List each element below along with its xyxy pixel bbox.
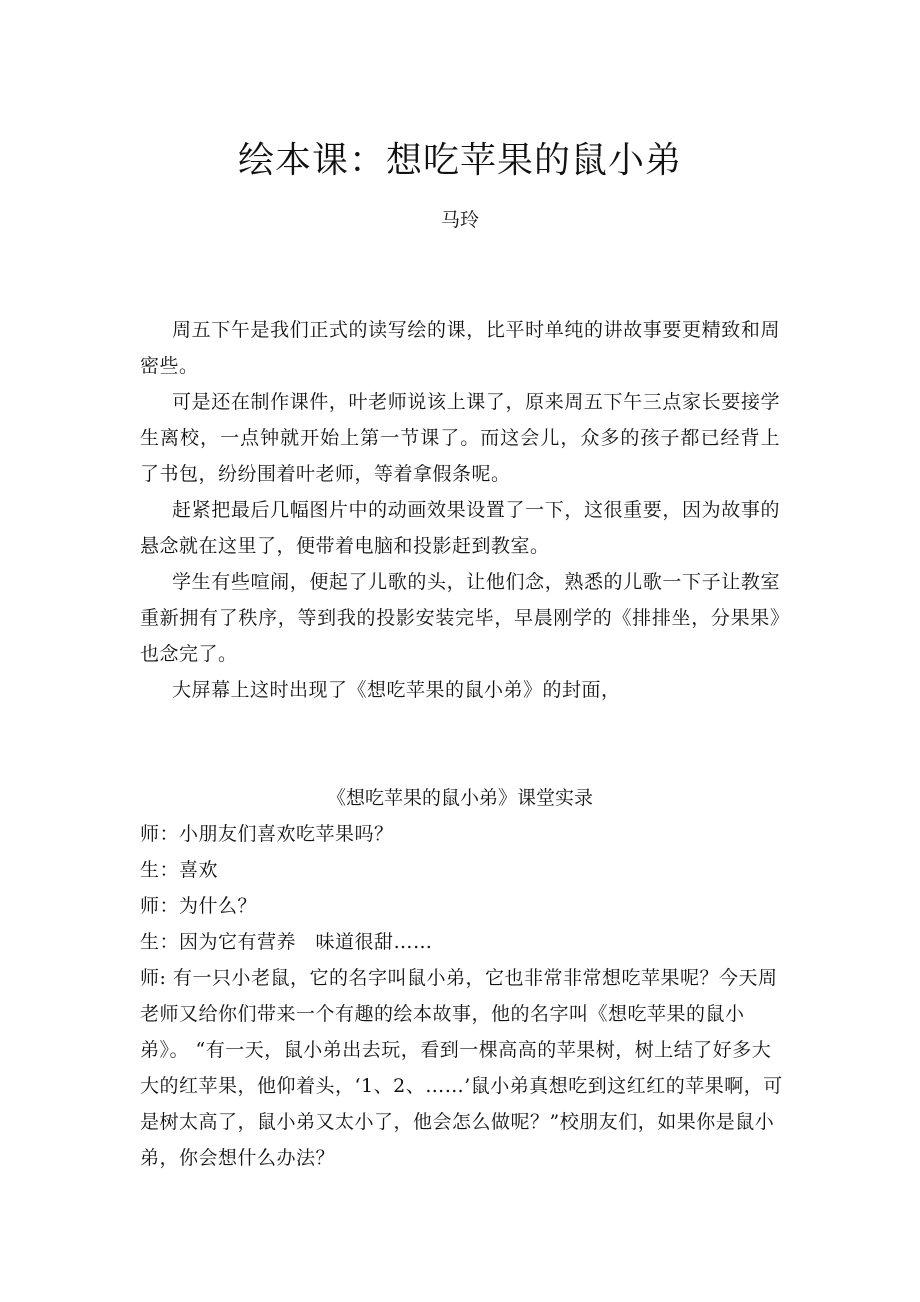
paragraph: 学生有些喧闹，便起了儿歌的头，让他们念，熟悉的儿歌一下子让教室重新拥有了秩序，等到我的投影安装完毕，早晨刚学的《排排坐，分果果》也念完了。 — [140, 571, 780, 665]
author-name: 马玲 — [440, 209, 479, 231]
paragraph: 赶紧把最后几幅图片中的动画效果设置了一下，这很重要，因为故事的悬念就在这里了，便带着电脑和投影赶到教室。 — [140, 499, 780, 557]
dialogue-line: 师：为什么？ — [140, 895, 258, 917]
dialogue-line: 师: 有一只小老鼠，它的名字叫鼠小弟，它也非常非常想吃苹果呢？今天周老师又给你们带来一个有趣的绘本故事，他的名字叫《想吃苹果的鼠小弟》。 “有一天，鼠小弟出去玩，看到一棵高高的苹果树，树上结了好多大大的红苹果，他仰着头，‘1、2、……’鼠小弟真想吃到这红红的苹果啊，可是树太高了，鼠小弟又太小了，他会怎么做呢？”校朋友们，如果你是鼠小弟，你会想什么办法？ — [140, 967, 783, 1169]
dialogue-line: 师：小朋友们喜欢吃苹果吗？ — [140, 823, 394, 845]
dialogue-line: 生：喜欢 — [140, 859, 219, 881]
paragraph: 大屏幕上这时出现了《想吃苹果的鼠小弟》的封面， — [172, 679, 621, 701]
dialogue-line: 生：因为它有营养 味道很甜…… — [140, 931, 433, 953]
transcript-title: 《想吃苹果的鼠小弟》课堂实录 — [326, 787, 593, 809]
paragraph: 周五下午是我们正式的读写绘的课，比平时单纯的讲故事要更精致和周密些。 — [140, 319, 780, 377]
page-title: 绘本课：想吃苹果的鼠小弟 — [237, 140, 682, 181]
paragraph: 可是还在制作课件，叶老师说该上课了，原来周五下午三点家长要接学生离校，一点钟就开始上第一节课了。而这会儿，众多的孩子都已经背上了书包，纷纷围着叶老师，等着拿假条呢。 — [140, 391, 780, 485]
